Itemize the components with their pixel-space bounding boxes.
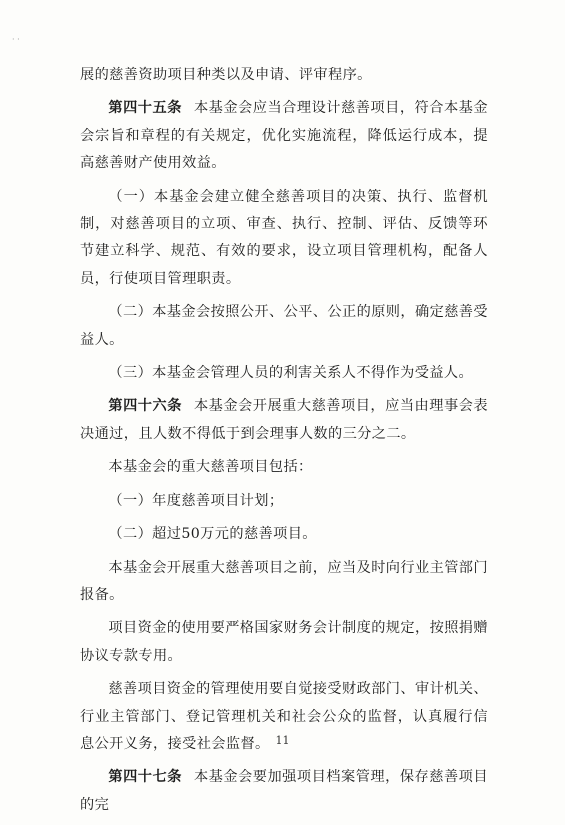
article-text: 本基金会开展重大慈善项目，应当由理事会表决通过，且人数不得低于到会理事人数的三分之二。: [80, 398, 488, 442]
document-body: [80, 62, 488, 825]
article-label: 第四十七条: [108, 769, 182, 786]
body-paragraph: 本基金会的重大慈善项目包括：: [108, 459, 313, 476]
page-number: 11: [275, 734, 290, 747]
body-paragraph: 本基金会开展重大慈善项目之前，应当及时向行业主管部门报备。: [80, 559, 488, 603]
body-paragraph: 项目资金的使用要严格国家财务会计制度的规定，按照捐赠协议专款专用。: [80, 620, 488, 664]
body-paragraph: （一）本基金会建立健全慈善项目的决策、执行、监督机制，对慈善项目的立项、审查、执行、控制、评估、反馈等环节建立科学、规范、有效的要求，设立项目管理机构，配备人员，行使项目管理职责。: [80, 188, 488, 287]
article-label: 第四十六条: [108, 398, 182, 415]
article-label: 第四十五条: [108, 100, 182, 117]
article-paragraph: [80, 764, 488, 819]
article-paragraph: [80, 95, 488, 177]
article-paragraph: [80, 393, 488, 448]
body-paragraph: （二）超过50万元的慈善项目。: [108, 526, 317, 543]
body-paragraph: 慈善项目资金的管理使用要自觉接受财政部门、审计机关、行业主管部门、登记管理机关和社会公众的监督，认真履行信息公开义务，接受社会监督。: [80, 681, 488, 752]
body-paragraph: （一）年度慈善项目计划；: [108, 492, 284, 509]
body-paragraph: 展的慈善资助项目种类以及申请、评审程序。: [80, 67, 372, 83]
scan-speck: · ·: [12, 35, 20, 44]
article-text: 本基金会要加强项目档案管理，保存慈善项目的完: [80, 769, 488, 813]
article-text: 本基金会应当合理设计慈善项目，符合本基金会宗旨和章程的有关规定，优化实施流程，降低运行成本，提高慈善财产使用效益。: [80, 100, 488, 172]
body-paragraph: （三）本基金会管理人员的利害关系人不得作为受益人。: [108, 365, 474, 382]
body-paragraph: （二）本基金会按照公开、公平、公正的原则，确定慈善受益人。: [80, 304, 488, 348]
